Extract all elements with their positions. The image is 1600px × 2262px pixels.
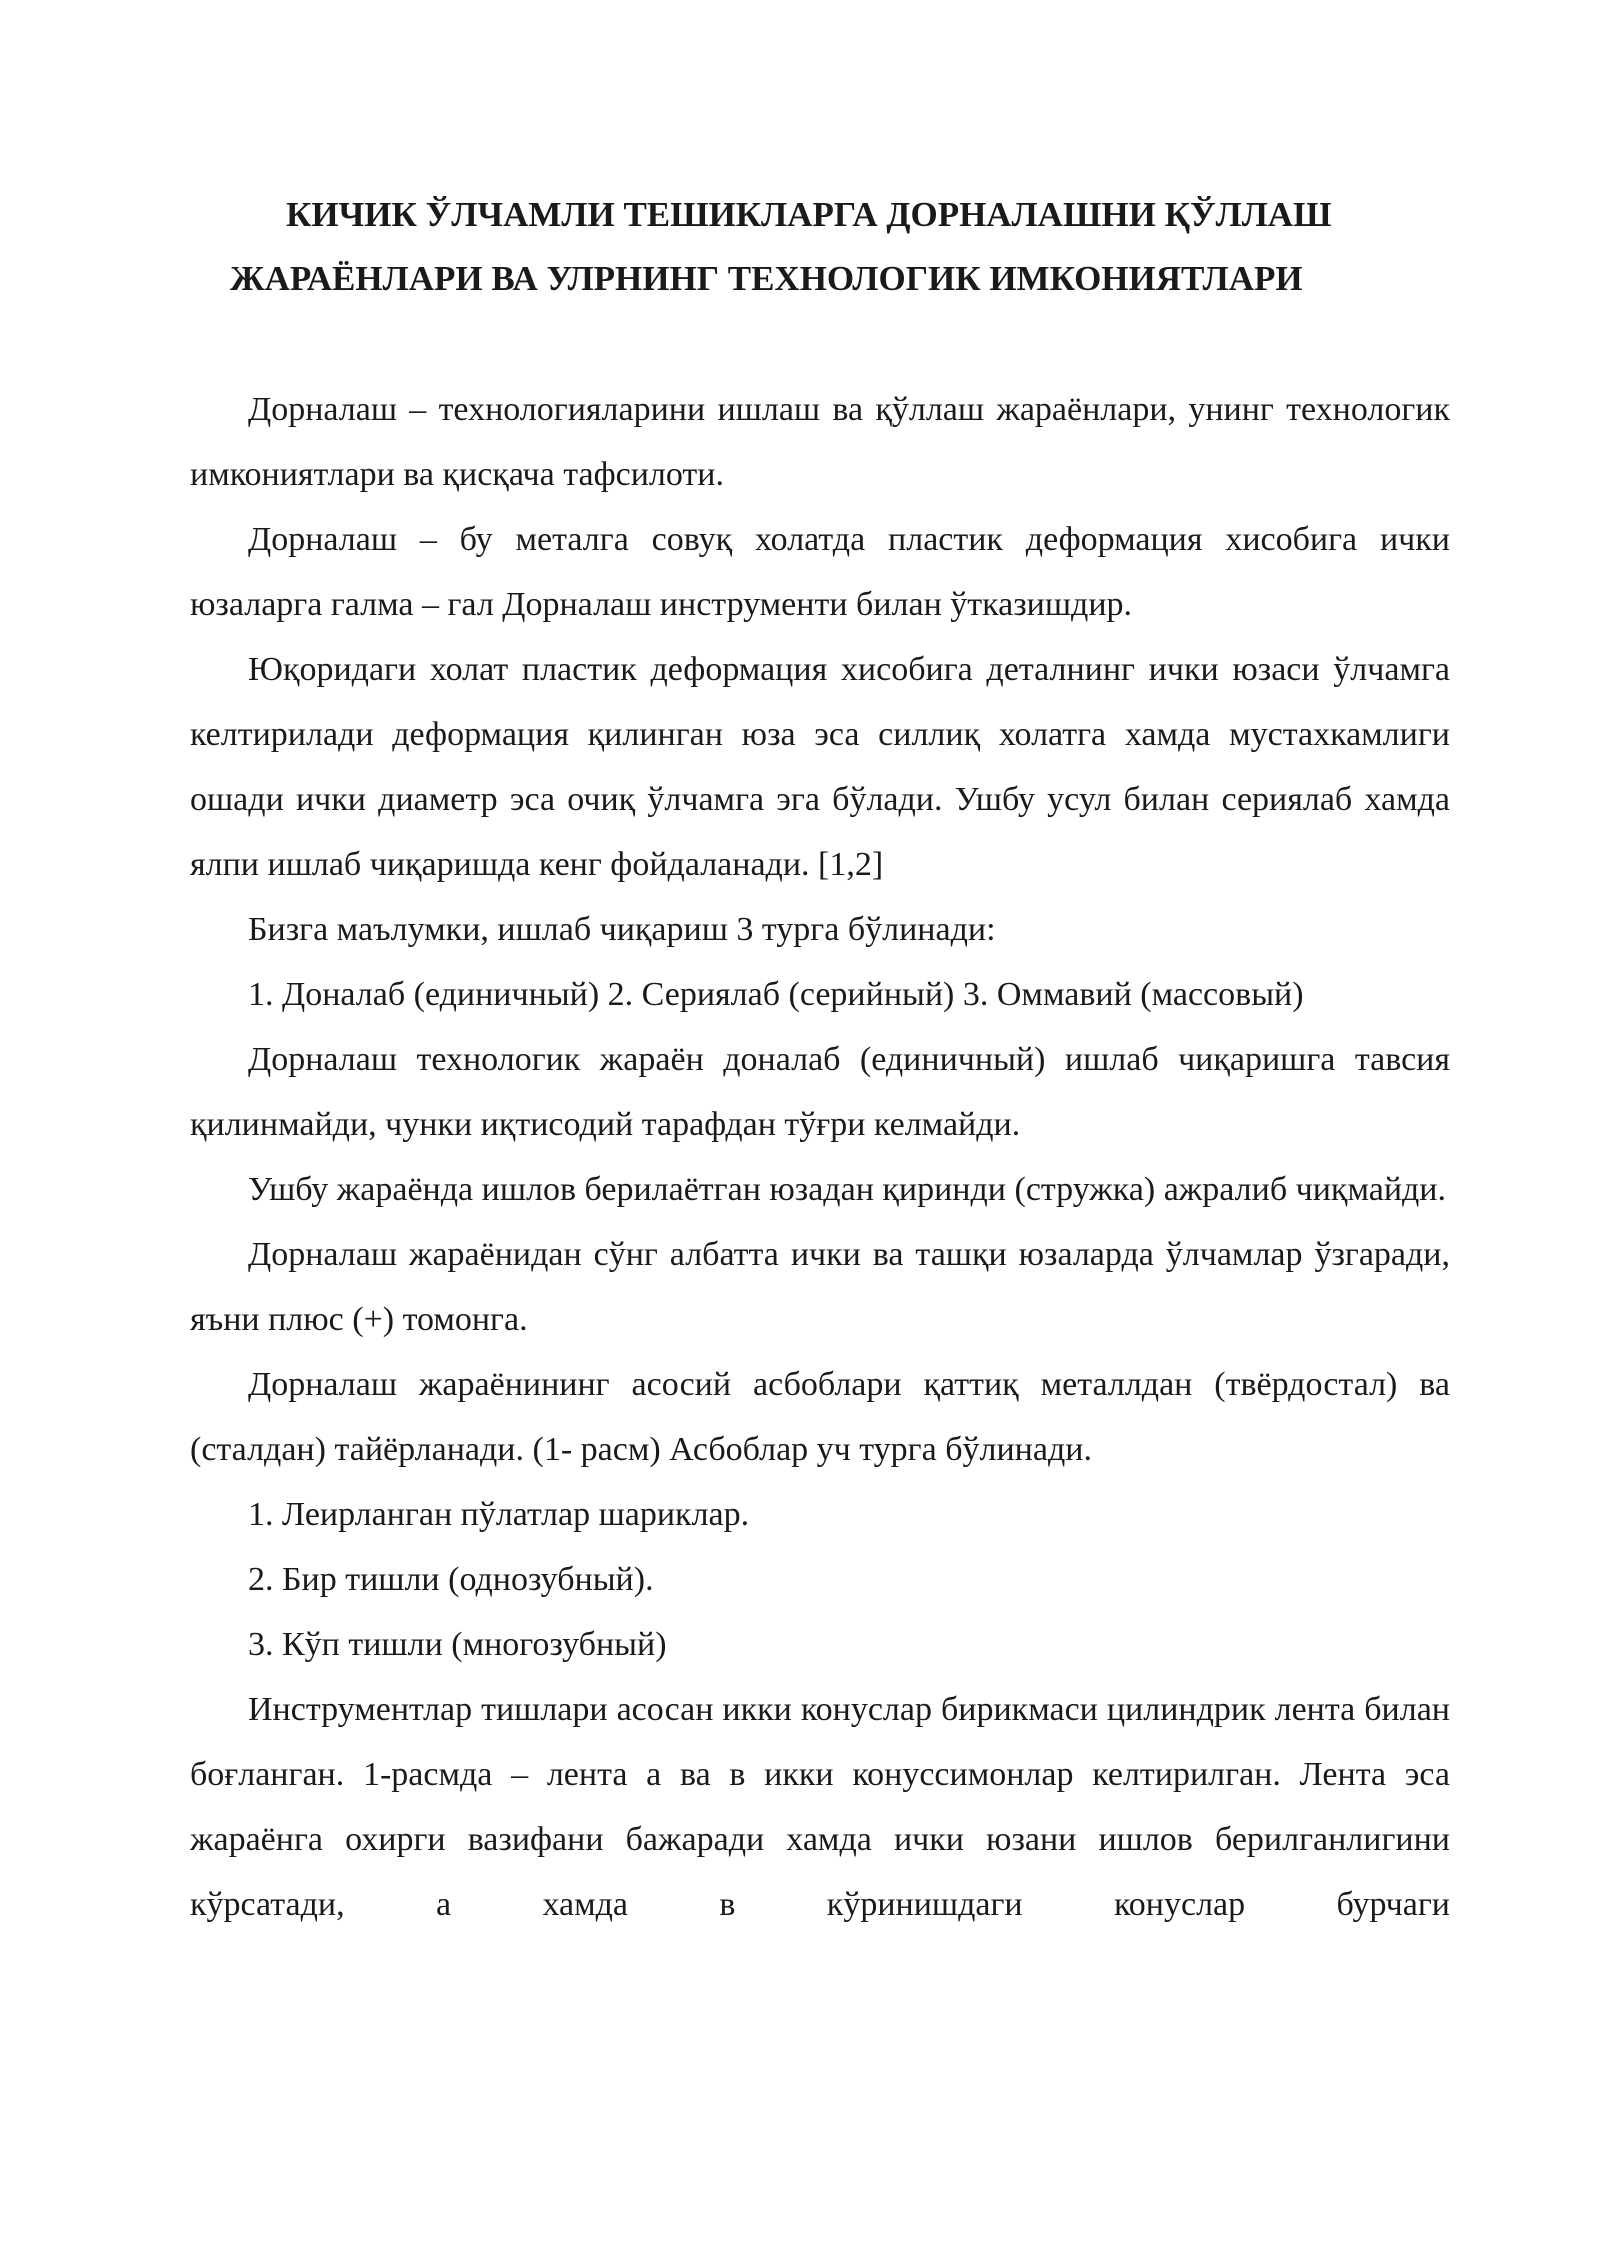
title-line-1: КИЧИК ЎЛЧАМЛИ ТЕШИКЛАРГА ДОРНАЛАШНИ ҚЎЛЛАШ — [286, 195, 1332, 234]
list-item: 1. Леирланган пўлатлар шариклар. — [248, 1496, 750, 1533]
title-line-2: ЖАРАЁНЛАРИ ВА УЛРНИНГ ТЕХНОЛОГИК ИМКОНИЯТЛАРИ — [230, 259, 1303, 298]
document-title — [190, 183, 1450, 311]
list-line: 1. Доналаб (единичный) 2. Сериялаб (серийный) 3. Оммавий (массовый) — [248, 976, 1304, 1013]
paragraph: Юқоридаги холат пластик деформация хисобига деталнинг ички юзаси ўлчамга келтирилади деформация қилинган юза эса силлиқ холатга хамда мустахкамлиги ошади ички диаметр эса очиқ ўлчамга эга бўлади. Ушбу усул билан сериялаб хамда ялпи ишлаб чиқаришда кенг фойдаланади. [1,2] — [190, 651, 1450, 883]
paragraph: Ушбу жараёнда ишлов берилаётган юзадан қиринди (стружка) ажралиб чиқмайди. — [248, 1171, 1447, 1208]
list-item: 2. Бир тишли (однозубный). — [248, 1561, 654, 1598]
paragraph: Дорналаш жараёнидан сўнг албатта ички ва ташқи юзаларда ўлчамлар ўзгаради, яъни плюс (+) томонга. — [190, 1236, 1450, 1338]
paragraph: Бизга маълумки, ишлаб чиқариш 3 турга бўлинади: — [248, 911, 996, 948]
paragraph: Инструментлар тишлари асосан икки конуслар бирикмаси цилиндрик лента билан боғланган. 1-расмда – лента а ва в икки конуссимонлар келтирилган. Лента эса жараёнга охирги вазифани бажаради хамда ички юзани ишлов берилганлигини кўрсатади, а хамда в кўринишдаги конуслар бурчаги — [190, 1691, 1450, 1923]
paragraph: Дорналаш технологик жараён доналаб (единичный) ишлаб чиқаришга тавсия қилинмайди, чунки иқтисодий тарафдан тўғри келмайди. — [190, 1041, 1450, 1143]
paragraph: Дорналаш – технологияларини ишлаш ва қўллаш жараёнлари, унинг технологик имкониятлари ва қисқача тафсилоти. — [190, 391, 1450, 493]
list-item: 3. Кўп тишли (многозубный) — [248, 1626, 667, 1663]
paragraph: Дорналаш – бу металга совуқ холатда пластик деформация хисобига ички юзаларга галма – гал Дорналаш инструменти билан ўтказишдир. — [190, 521, 1450, 623]
paragraph: Дорналаш жараёнининг асосий асбоблари қаттиқ металлдан (твёрдостал) ва (сталдан) тайёрланади. (1- расм) Асбоблар уч турга бўлинади. — [190, 1366, 1450, 1468]
document-body — [190, 377, 1450, 1937]
